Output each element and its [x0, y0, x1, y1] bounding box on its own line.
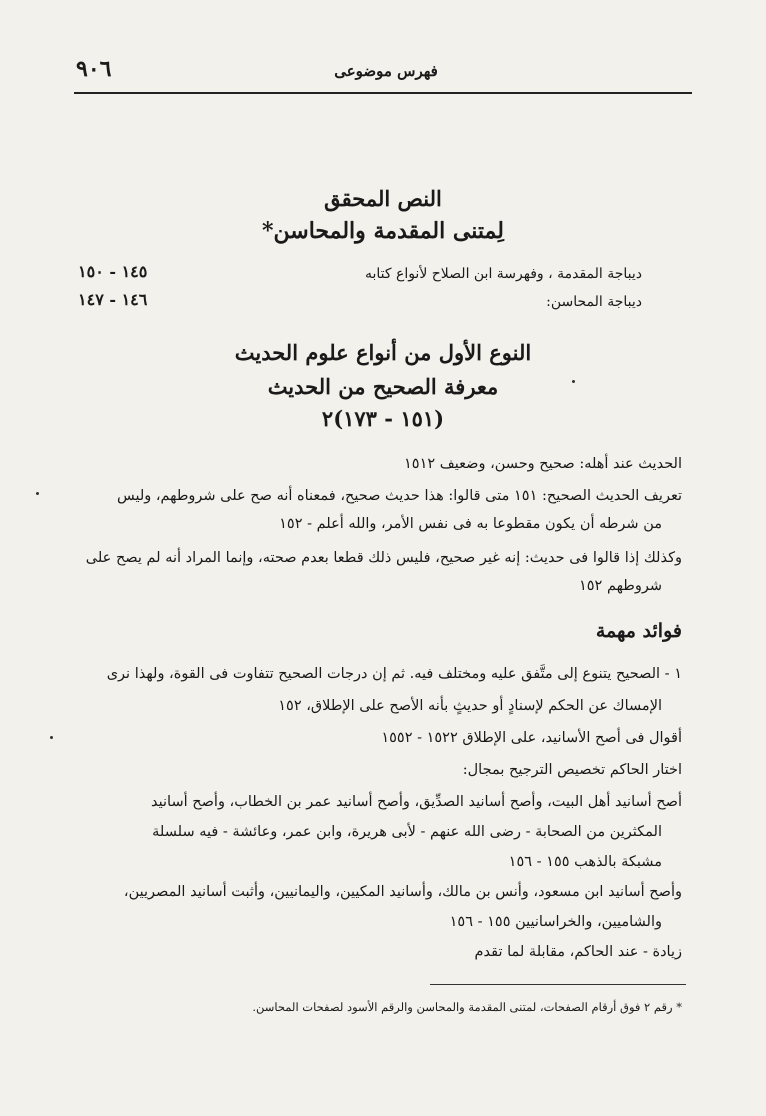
header-divider [74, 92, 692, 94]
section-line: مشبكة بالذهب ١٥٥ - ١٥٦ [508, 854, 662, 870]
toc-range-1: ١٤٥ - ١٥٠ [78, 262, 148, 281]
section-line: زيادة - عند الحاكم، مقابلة لما تقدم [474, 944, 682, 960]
section-line: المكثرين من الصحابة - رضى الله عنهم - لأبى هريرة، وابن عمر، وعائشة - فيه سلسلة [152, 824, 662, 840]
body-line: شروطهم ١٥٢ [578, 578, 662, 594]
chapter-subtitle: معرفة الصحيح من الحديث [267, 374, 499, 399]
section-heading: فوائد مهمة [595, 620, 682, 642]
toc-entry-2: ديباجة المحاسن: [546, 294, 642, 310]
chapter-title: النوع الأول من أنواع علوم الحديث [234, 340, 532, 365]
print-speck [572, 380, 575, 383]
body-line: وكذلك إذا قالوا فى حديث: إنه غير صحيح، فليس ذلك قطعا بعدم صحته، وإنما المراد أنه لم يصح على [85, 550, 682, 566]
section-line: الإمساك عن الحكم لإسنادٍ أو حديثٍ بأنه الأصح على الإطلاق، ١٥٢ [278, 698, 662, 714]
page-title: النص المحقق [324, 186, 442, 211]
print-speck [50, 736, 53, 739]
page-number: ٩٠٦ [76, 56, 112, 82]
print-speck [36, 492, 39, 495]
section-line: اختار الحاكم تخصيص الترجيح بمجال: [462, 762, 682, 778]
toc-range-2: ١٤٦ - ١٤٧ [78, 290, 148, 309]
toc-entry-1: ديباجة المقدمة ، وفهرسة ابن الصلاح لأنواع كتابه [364, 266, 642, 282]
section-line: والشاميين، والخراسانيين ١٥٥ - ١٥٦ [449, 914, 662, 930]
section-line: أصح أسانيد أهل البيت، وأصح أسانيد الصدِّيق، وأصح أسانيد عمر بن الخطاب، وأصح أسانيد [151, 794, 682, 810]
body-line: تعريف الحديث الصحيح: ١٥١ متى قالوا: هذا حديث صحيح، فمعناه أنه صح على شروطهم، وليس [116, 488, 682, 504]
section-line: أقوال فى أصح الأسانيد، على الإطلاق ١٥٢٢ - ١٥٥٢ [381, 730, 682, 746]
page-subtitle: لِمتنى المقدمة والمحاسن* [262, 218, 504, 244]
section-line: وأصح أسانيد ابن مسعود، وأنس بن مالك، وأسانيد المكيين، واليمانيين، وأثبت أسانيد المصريين، [123, 884, 682, 900]
footnote-divider [430, 984, 686, 985]
body-line: الحديث عند أهله: صحيح وحسن، وضعيف ١٥١٢ [404, 456, 682, 472]
chapter-page-range: (١٥١ - ١٧٣)٢ [321, 406, 445, 431]
section-line: ١ - الصحيح يتنوع إلى متَّفق عليه ومختلف فيه. ثم إن درجات الصحيح تتفاوت فى القوة، ولهذا نرى [106, 666, 682, 682]
body-line: من شرطه أن يكون مقطوعا به فى نفس الأمر، والله أعلم - ١٥٢ [279, 516, 662, 532]
running-title: فهرس موضوعى [334, 62, 438, 80]
footnote: * رقم ٢ فوق أرقام الصفحات، لمتنى المقدمة والمحاسن والرقم الأسود لصفحات المحاسن. [252, 1000, 682, 1014]
